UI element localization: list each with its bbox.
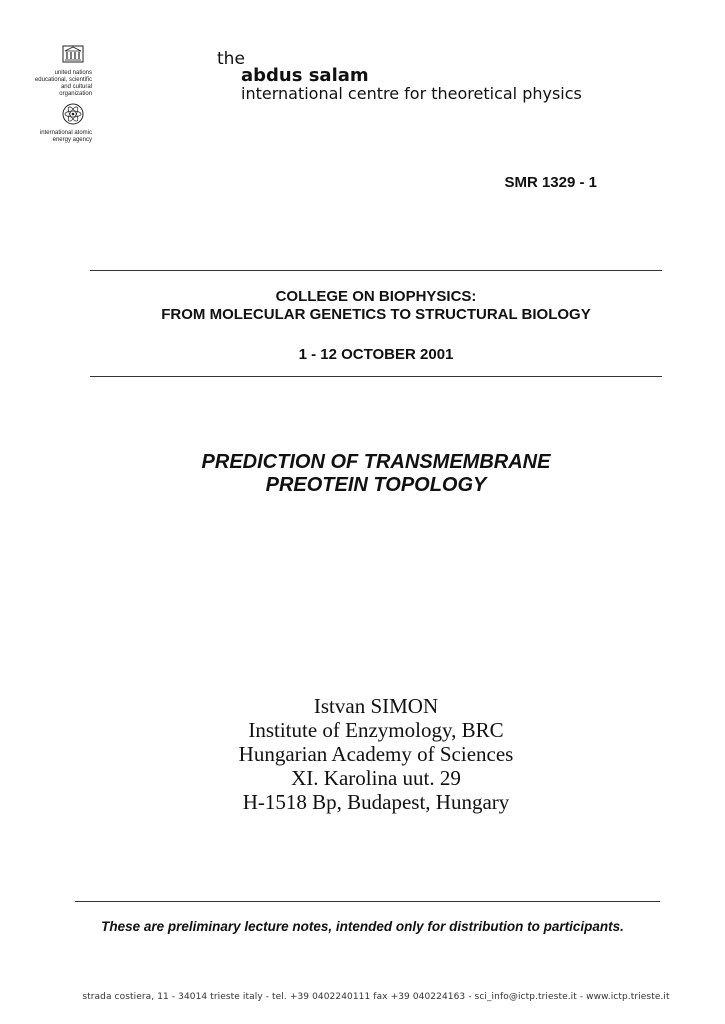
event-title-line1: COLLEGE ON BIOPHYSICS: bbox=[275, 288, 477, 305]
bottom-divider bbox=[75, 901, 660, 902]
header-centre-name: international centre for theoretical physics bbox=[241, 84, 582, 103]
unesco-caption: united nations educational, scientific and cultural organization bbox=[34, 70, 92, 97]
middle-divider bbox=[90, 376, 662, 377]
unesco-temple-icon bbox=[62, 45, 84, 63]
author-academy: Hungarian Academy of Sciences bbox=[238, 742, 514, 766]
header-the: the bbox=[217, 49, 245, 69]
iaea-atom-icon bbox=[60, 102, 86, 126]
author-city: H-1518 Bp, Budapest, Hungary bbox=[242, 790, 510, 814]
author-name: Istvan SIMON bbox=[313, 694, 439, 718]
top-divider bbox=[90, 270, 662, 271]
event-dates: 1 - 12 OCTOBER 2001 bbox=[298, 346, 454, 363]
author-institute: Institute of Enzymology, BRC bbox=[248, 718, 504, 742]
distribution-notice: These are preliminary lecture notes, intended only for distribution to participants. bbox=[101, 919, 624, 934]
document-code: SMR 1329 - 1 bbox=[504, 174, 597, 191]
lecture-title-line2: PREOTEIN TOPOLOGY bbox=[265, 474, 487, 496]
footer-contact: strada costiera, 11 - 34014 trieste italy - tel. +39 0402240111 fax +39 040224163 - sci_info@ictp.trieste.it - www.ictp.trieste.it bbox=[82, 992, 670, 1002]
event-title-line2: FROM MOLECULAR GENETICS TO STRUCTURAL BIOLOGY bbox=[161, 306, 591, 323]
author-street: XI. Karolina uut. 29 bbox=[291, 766, 461, 790]
iaea-caption: international atomic energy agency bbox=[39, 130, 92, 143]
lecture-title-line1: PREDICTION OF TRANSMEMBRANE bbox=[201, 451, 551, 473]
header-institution-name: abdus salam bbox=[241, 65, 369, 86]
